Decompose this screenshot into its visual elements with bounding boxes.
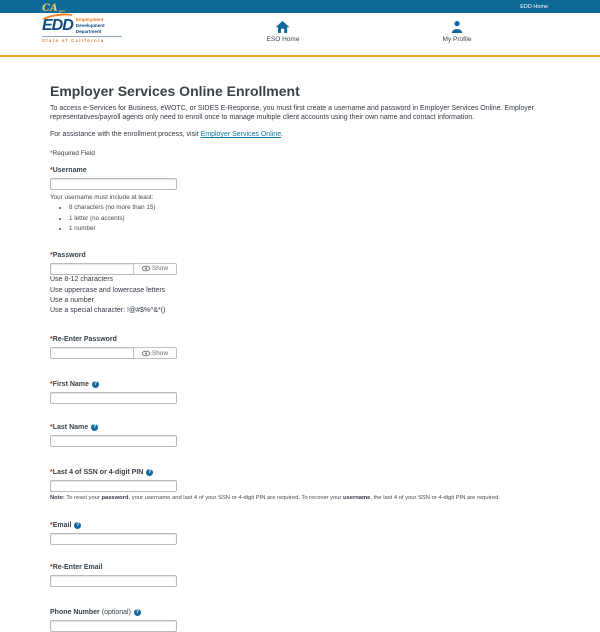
password-rule: Use uppercase and lowercase letters	[50, 286, 166, 294]
first-name-label	[50, 380, 550, 389]
ssn-pin-input[interactable]	[50, 480, 177, 492]
username-required-mark: *	[50, 167, 53, 175]
phone-input[interactable]	[50, 620, 177, 632]
ssn-pin-label	[50, 468, 550, 477]
edd-word-3: Department	[75, 28, 102, 34]
last-name-help-icon[interactable]	[91, 424, 98, 431]
reenter-email-label-text: Re-Enter Email	[52, 564, 103, 572]
edd-word-2: Development	[75, 22, 105, 28]
password-rules	[50, 276, 550, 316]
first-name-help-icon[interactable]	[92, 381, 99, 388]
person-icon	[452, 21, 463, 33]
reenter-email-label	[50, 563, 550, 572]
password-rule: Use 8-12 characters	[50, 276, 114, 284]
edd-word-1: Employment	[75, 17, 104, 22]
username-label-text: Username	[52, 167, 87, 175]
field-group-last-name	[50, 423, 550, 447]
edd-logo[interactable]	[42, 17, 122, 43]
field-group-phone	[50, 608, 550, 632]
page-title: Employer Services Online Enrollment	[50, 83, 300, 99]
username-rules-list	[69, 205, 550, 233]
password-show-label: Show	[151, 265, 169, 273]
reenter-password-show-label: Show	[151, 349, 169, 357]
nav-my-profile[interactable]	[443, 21, 472, 43]
main-content	[0, 84, 600, 632]
email-help-icon[interactable]	[74, 522, 81, 529]
field-group-reenter-password	[50, 335, 550, 359]
username-input[interactable]	[50, 178, 177, 190]
assistance-paragraph	[50, 131, 550, 138]
edd-tagline: State of California	[42, 36, 122, 43]
password-required-mark: *	[50, 251, 53, 259]
field-group-first-name	[50, 380, 550, 404]
last-name-label-text: Last Name	[52, 424, 89, 432]
home-icon	[276, 21, 290, 33]
first-name-required-mark: *	[50, 381, 53, 389]
reenter-email-input[interactable]	[50, 575, 177, 587]
phone-label	[50, 608, 550, 617]
reenter-password-required-mark: *	[50, 336, 53, 344]
eye-icon	[142, 351, 150, 356]
required-field-note	[50, 150, 550, 157]
password-rule: Use a special character: !@#$%^&*()	[50, 307, 166, 315]
reenter-password-label	[50, 335, 550, 344]
email-input[interactable]	[50, 533, 177, 545]
ssn-pin-note: Note: To reset your password, your username and last 4 of your SSN or 4-digit PIN are required. To recover your username, the last 4 of your SSN or 4-digit PIN are required.	[50, 495, 500, 502]
edd-wordmark	[76, 17, 105, 35]
ssn-pin-required-mark: *	[50, 469, 53, 477]
ssn-pin-help-icon[interactable]	[146, 469, 153, 476]
username-rule: • 1 number	[69, 226, 550, 233]
assistance-text: For assistance with the enrollment process, visit	[50, 131, 201, 139]
phone-help-icon[interactable]	[134, 609, 141, 616]
username-label	[50, 166, 550, 175]
required-mark: *	[50, 150, 53, 158]
first-name-label-text: First Name	[52, 381, 89, 389]
field-group-email	[50, 521, 550, 545]
email-label	[50, 521, 550, 530]
site-header	[0, 13, 600, 57]
nav-my-profile-label: My Profile	[442, 36, 472, 43]
password-label	[50, 251, 550, 260]
edd-acronym: EDD	[42, 17, 73, 34]
field-group-username	[50, 166, 550, 233]
email-label-text: Email	[52, 522, 72, 530]
employer-services-online-link[interactable]: Employer Services Online	[200, 131, 282, 139]
first-name-input[interactable]	[50, 392, 177, 404]
edd-home-link[interactable]: EDD Home	[520, 3, 548, 10]
username-rule: • 1 letter (no accents)	[69, 216, 550, 223]
top-utility-bar	[0, 0, 600, 13]
username-hint: Your username must include at least:	[50, 194, 154, 202]
ca-gov-logo-suffix: .gov	[57, 7, 66, 13]
field-group-ssn-pin	[50, 468, 550, 501]
last-name-input[interactable]	[50, 435, 177, 447]
last-name-required-mark: *	[50, 424, 53, 432]
eye-icon	[142, 266, 150, 271]
nav-eso-home[interactable]	[267, 21, 300, 43]
reenter-email-required-mark: *	[50, 564, 53, 572]
field-group-password	[50, 251, 550, 316]
phone-label-text: Phone Number	[50, 609, 100, 617]
note-label: Note:	[50, 495, 65, 502]
reenter-password-show-button[interactable]	[133, 347, 177, 359]
nav-eso-home-label: ESO Home	[266, 36, 300, 43]
reenter-password-label-text: Re-Enter Password	[52, 336, 117, 344]
password-label-text: Password	[52, 251, 86, 259]
required-text: Required Field	[52, 150, 95, 158]
email-required-mark: *	[50, 522, 53, 530]
last-name-label	[50, 423, 550, 432]
ca-gov-logo-text: CA	[42, 2, 58, 14]
intro-paragraph: To access e-Services for Business, eWOTC, or SIDES E-Response, you must first create a username and password in Employer Services Online. Employer representatives/payroll agents only need to enroll once to manage multiple client accounts using their own name and contact information.	[50, 105, 534, 122]
phone-optional-text: (optional)	[99, 609, 131, 617]
assistance-suffix: .	[281, 131, 284, 139]
field-group-reenter-email	[50, 563, 550, 587]
username-rule: • 8 characters (no more than 15)	[69, 205, 550, 212]
ssn-pin-label-text: Last 4 of SSN or 4-digit PIN	[52, 469, 144, 477]
password-rule: Use a number	[50, 297, 94, 305]
password-show-button[interactable]	[133, 263, 177, 275]
